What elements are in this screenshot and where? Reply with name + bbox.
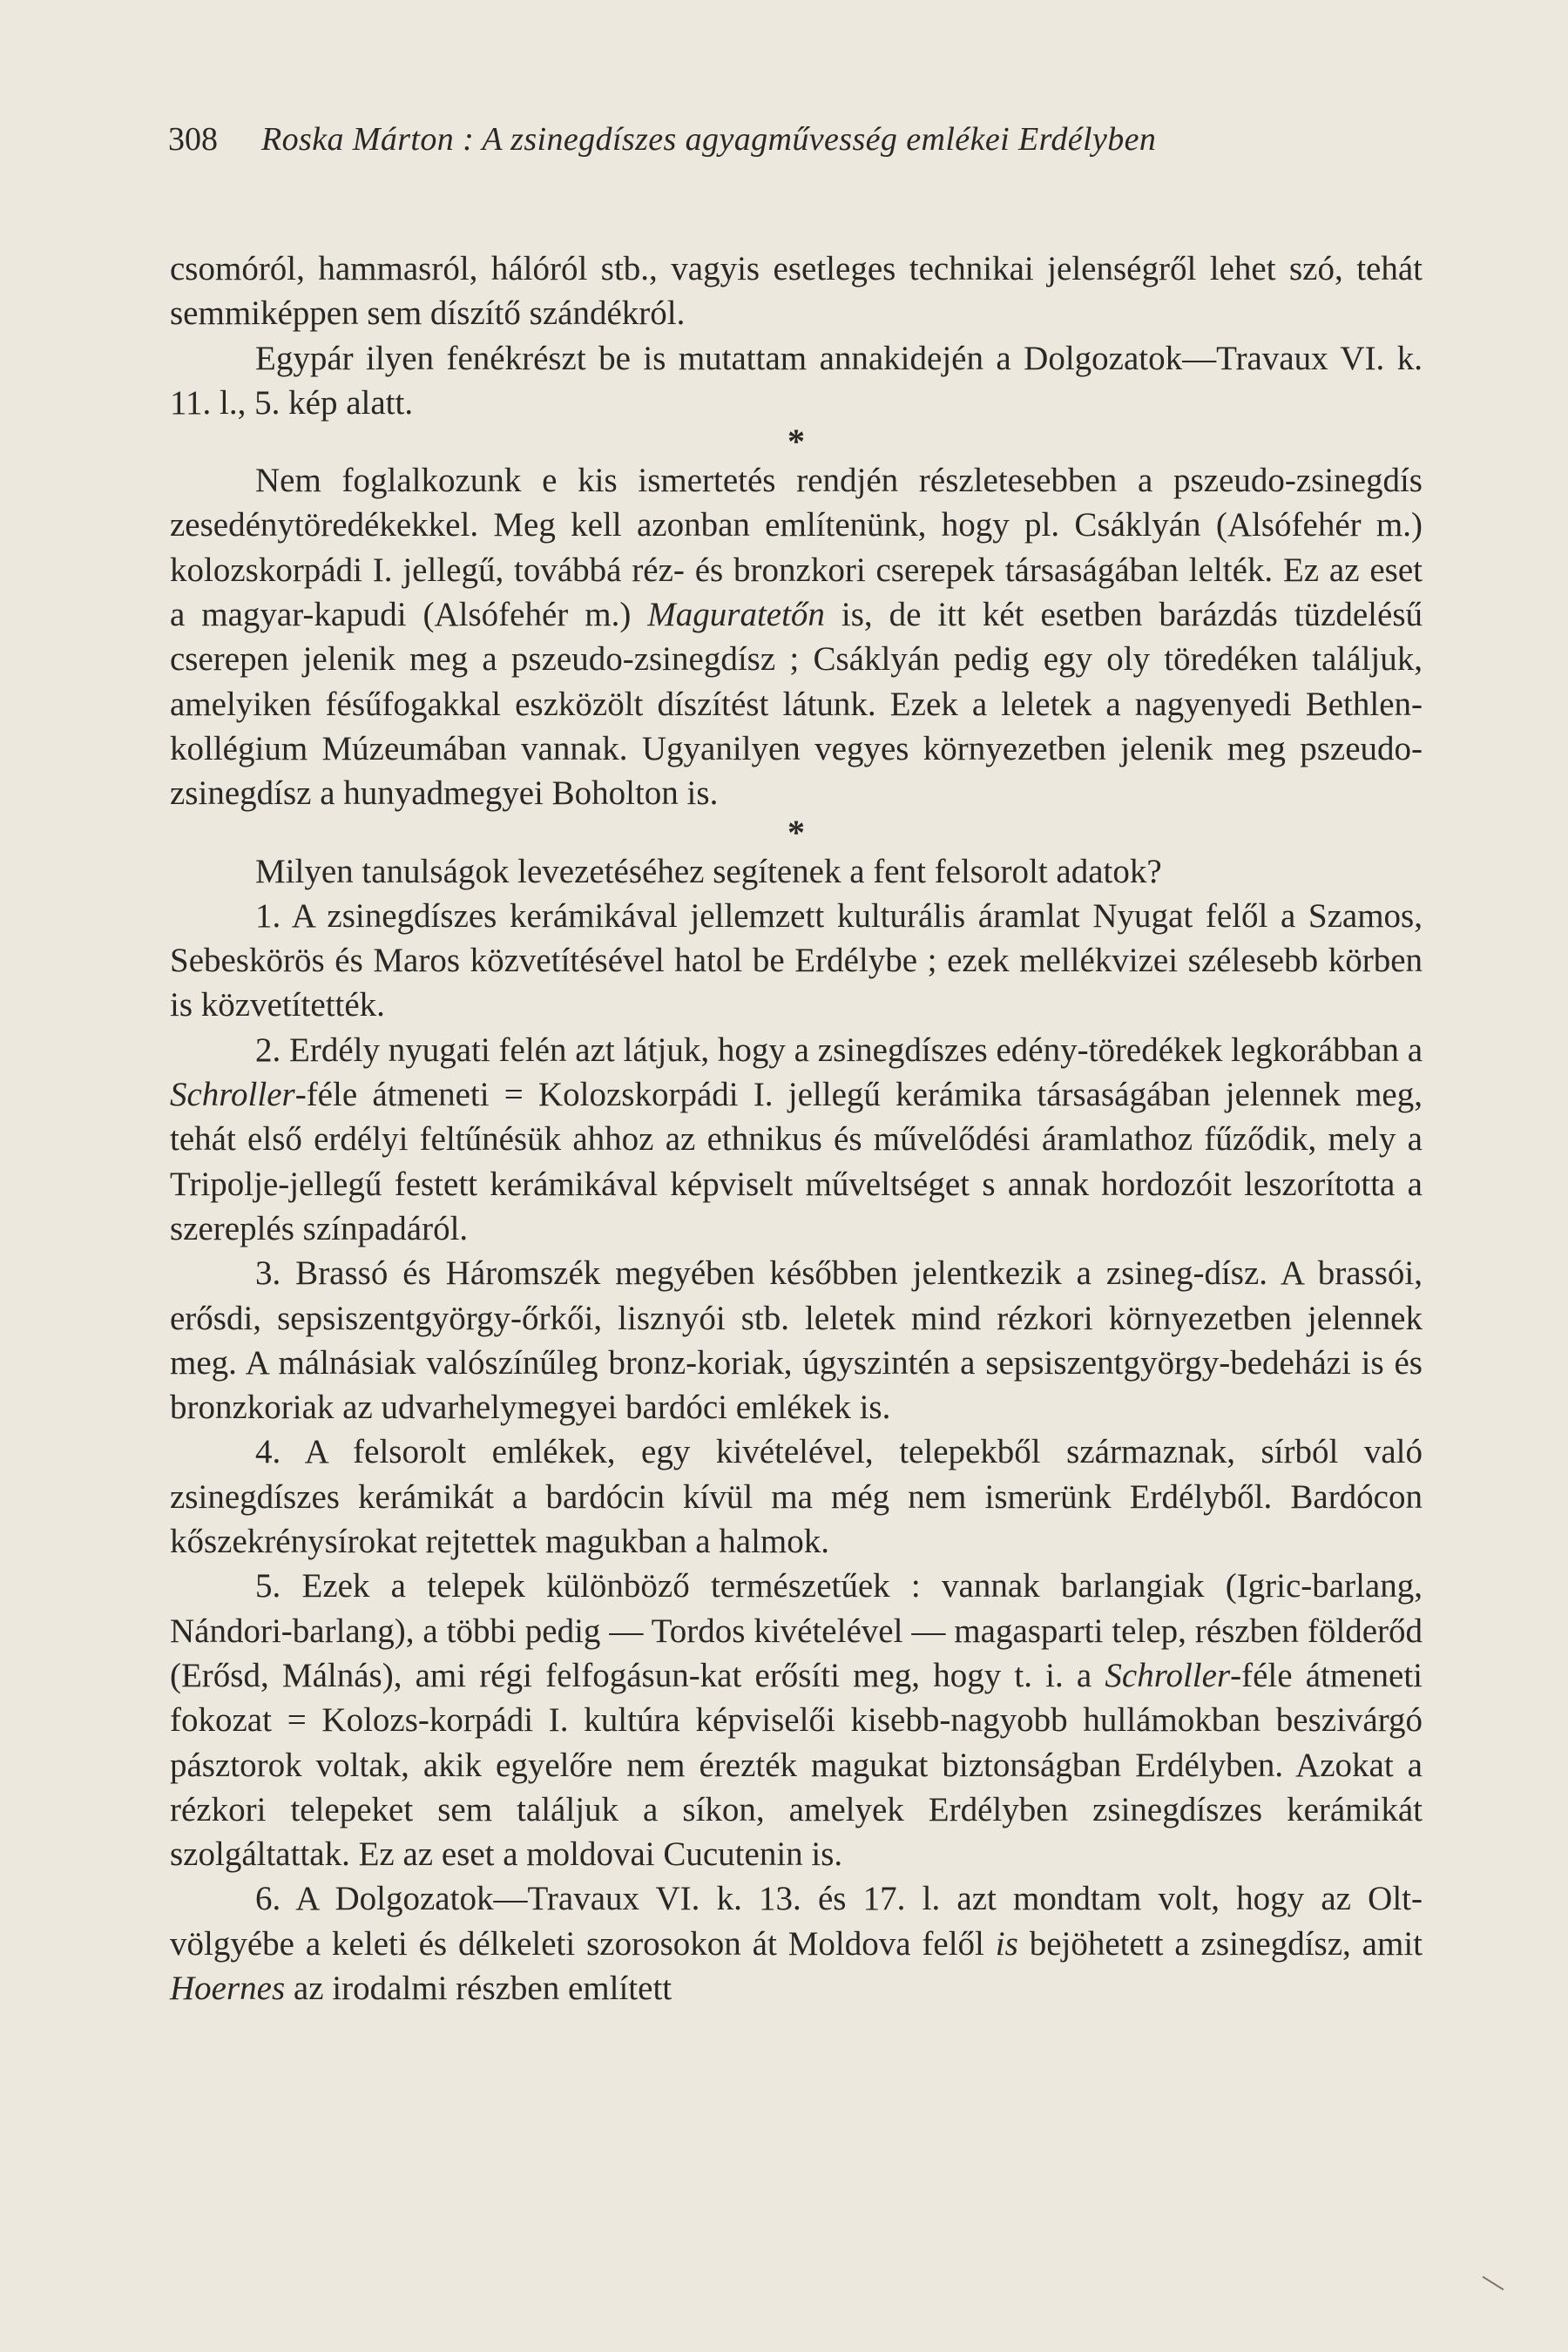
asterisk-separator: * [787, 422, 805, 462]
section-separator-1 [170, 422, 1423, 462]
place-name-italic: Maguratetőn [647, 596, 825, 634]
pencil-mark [1483, 2276, 1504, 2291]
running-header [168, 119, 1423, 159]
paragraph-reference: Egypár ilyen fenékrészt be is mutattam annakidején a Dolgozatok—Travaux VI. k. 11. l., 5. kép alatt. [170, 339, 1423, 422]
paragraph-continued: csomóról, hammasról, hálóról stb., vagyis esetleges technikai jelenségről lehet szó, tehát semmiképpen sem díszítő szándékról. [170, 250, 1423, 333]
paragraph-question: Milyen tanulságok levezetéséhez segítenek a fent felsorolt adatok? [255, 852, 1162, 890]
page-body [170, 247, 1423, 2011]
author-name-italic: Hoernes [170, 1969, 286, 2007]
section-separator-2 [170, 812, 1423, 852]
author-name-italic: Schroller [170, 1076, 295, 1114]
paragraph-pseudo-cord: Nem foglalkozunk e kis ismertetés rendjén részletesebben a pszeudo-zsinegdís zesedénytöredékekkel. Meg kell azonban említenünk, hogy pl. Csáklyán (Alsófehér m.) kolozskorpádi I. jellegű, továbbá réz- és bronzkori cserepek társaságában lelték. Ez az eset a magyar-kapudi (Alsófehér m.) Maguratetőn is, de itt két esetben barázdás tüzdelésű cserepen jelenik meg a pszeudo-zsinegdísz ; Csáklyán pedig egy oly töredéken találjuk, amelyiken fésűfogakkal eszközölt díszítést látunk. Ezek a leletek a nagyenyedi Bethlen-kollégium Múzeumában vannak. Ugyanilyen vegyes környezetben jelenik meg pszeudo-zsinegdísz a hunyadmegyei Boholton is. [170, 462, 1423, 813]
asterisk-separator: * [787, 812, 805, 852]
paragraph-point-6: 6. A Dolgozatok—Travaux VI. k. 13. és 17. l. azt mondtam volt, hogy az Olt-völgyébe a keleti és délkeleti szorosokon át Moldova felől is bejöhetett a zsinegdísz, amit Hoernes az irodalmi részben említett [170, 1880, 1423, 2007]
paragraph-point-5: 5. Ezek a telepek különböző természetűek : vannak barlangiak (Igric-barlang, Nándori-barlang), a többi pedig — Tordos kivételével — magasparti telep, részben földerőd (Erősd, Málnás), ami régi felfogásun-kat erősíti meg, hogy t. i. a Schroller-féle átmeneti fokozat = Kolozs-korpádi I. kultúra képviselői kisebb-nagyobb hullámokban beszivárgó pásztorok voltak, akik egyelőre nem érezték magukat biztonságban Erdélyben. Azokat a rézkori telepeket sem találjuk a síkon, amelyek Erdélyben zsinegdíszes kerámikát szolgáltattak. Ez az eset a moldovai Cucutenin is. [170, 1567, 1423, 1874]
paragraph-point-2: 2. Erdély nyugati felén azt látjuk, hogy a zsinegdíszes edény-töredékek legkorábban a Schroller-féle átmeneti = Kolozskorpádi I. jellegű kerámika társaságában jelennek meg, tehát első erdélyi feltűnésük ahhoz az ethnikus és művelődési áramlathoz fűződik, mely a Tripolje-jellegű festett kerámikával képviselt műveltséget s annak hordozóit leszorította a szereplés színpadáról. [170, 1031, 1423, 1247]
page-number: 308 [168, 121, 218, 158]
paragraph-point-1: 1. A zsinegdíszes kerámikával jellemzett kulturális áramlat Nyugat felől a Szamos, Sebeskörös és Maros közvetítésével hatol be Erdélybe ; ezek mellékvizei szélesebb körben is közvetítették. [170, 896, 1423, 1024]
paragraph-point-4: 4. A felsorolt emlékek, egy kivételével, telepekből származnak, sírból való zsinegdíszes kerámikát a bardócin kívül ma még nem ismerünk Erdélyből. Bardócon kőszekrénysírokat rejtettek magukban a halmok. [170, 1433, 1423, 1561]
author-name-italic: Schroller [1105, 1656, 1231, 1694]
running-title: Roska Márton : A zsinegdíszes agyagművesség emlékei Erdélyben [261, 121, 1157, 158]
paragraph-point-3: 3. Brassó és Háromszék megyében későbben jelentkezik a zsineg-dísz. A brassói, erősdi, sepsiszentgyörgy-őrkői, lisznyói stb. leletek mind rézkori környezetben jelennek meg. A málnásiak valószínűleg bronz-koriak, úgyszintén a sepsiszentgyörgy-bedeházi is és bronzkoriak az udvarhelymegyei bardóci emlékek is. [170, 1254, 1423, 1427]
emphasis-italic: is [995, 1924, 1018, 1963]
